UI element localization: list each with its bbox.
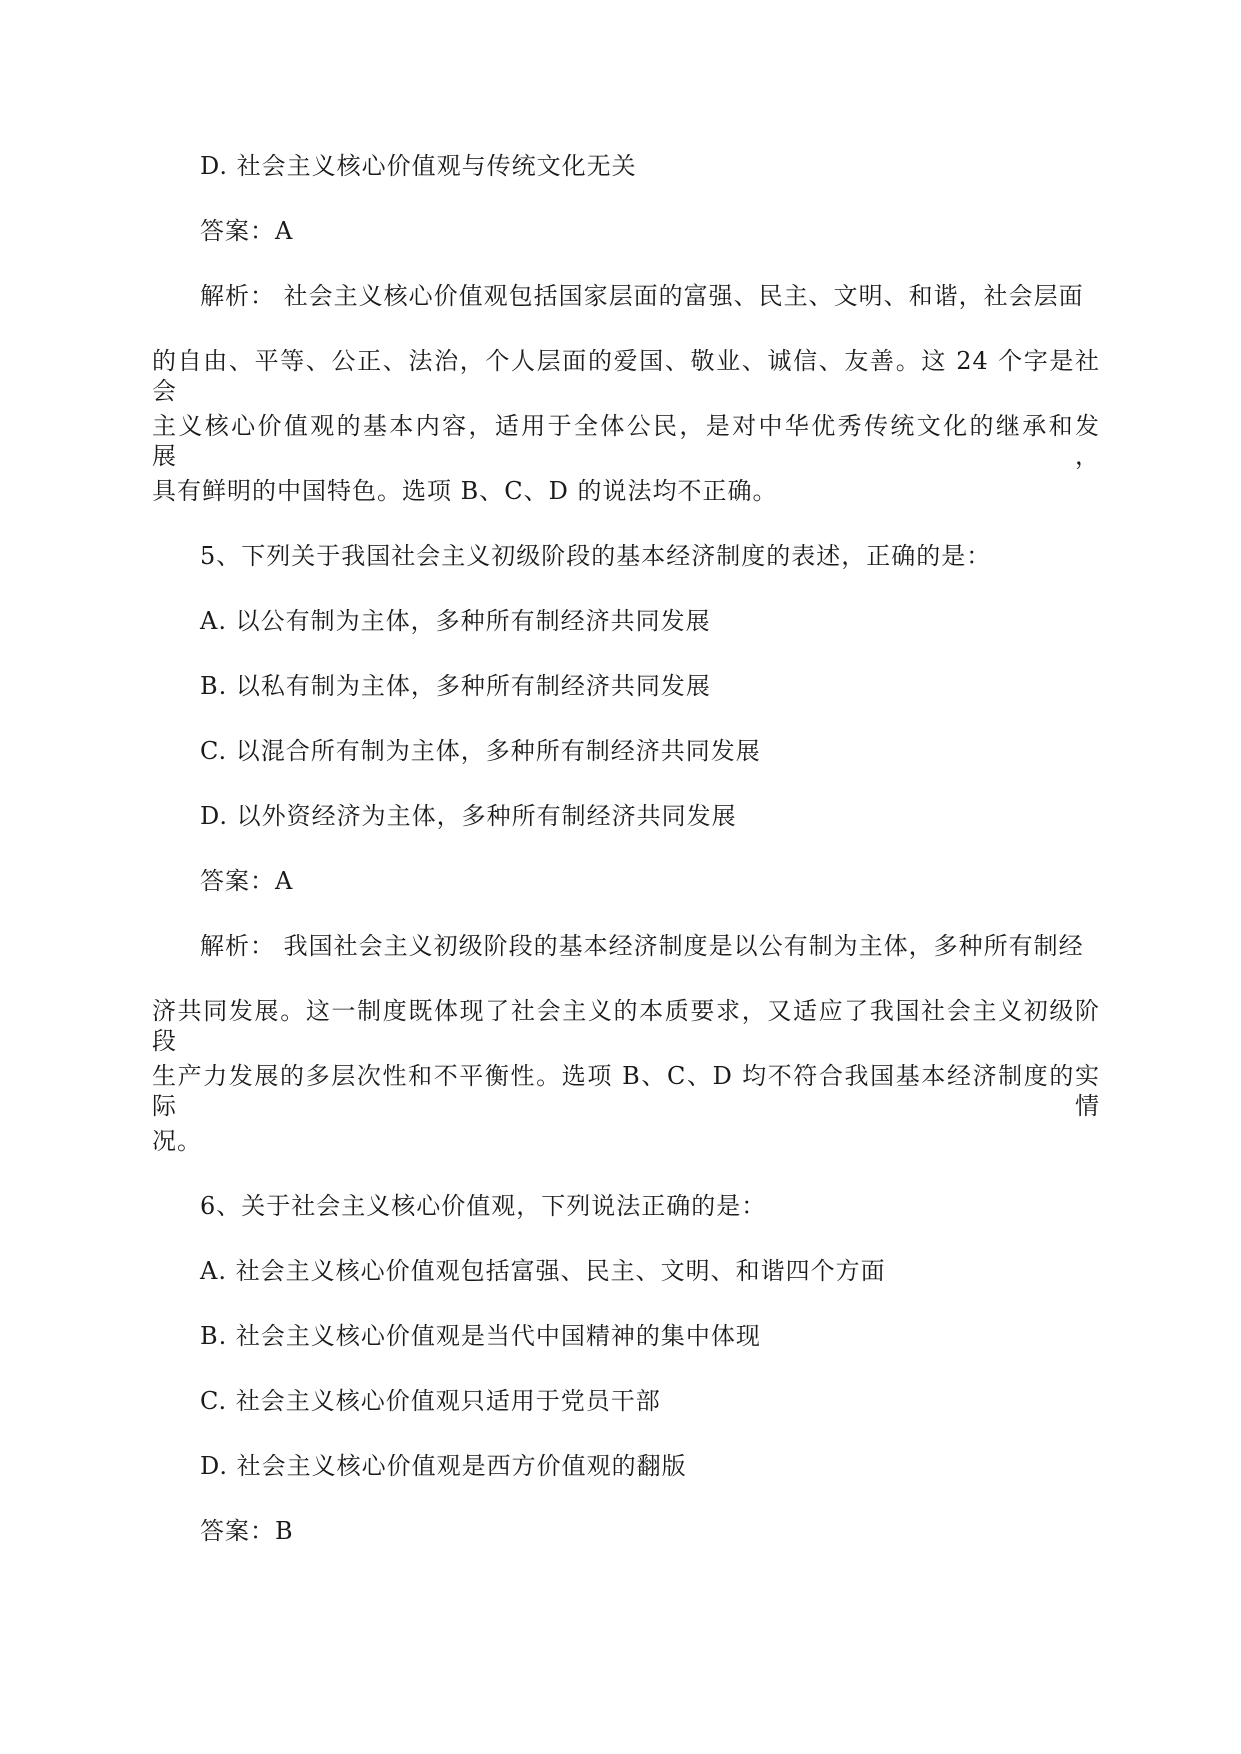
q5-analysis-line-3: 生产力发展的多层次性和不平衡性。选项 B、C、D 均不符合我国基本经济制度的实际情 [152,1062,1100,1120]
q4-answer: 答案：A [200,217,294,245]
q5-answer: 答案：A [200,867,294,895]
q5-option-c: C. 以混合所有制为主体，多种所有制经济共同发展 [200,737,761,765]
q6-option-a: A. 社会主义核心价值观包括富强、民主、文明、和谐四个方面 [200,1257,886,1285]
q5-question: 5、下列关于我国社会主义初级阶段的基本经济制度的表述，正确的是： [200,542,992,570]
q4-analysis-line-1: 解析： 社会主义核心价值观包括国家层面的富强、民主、文明、和谐，社会层面 [200,282,1084,310]
q5-analysis-line-4: 况。 [152,1127,202,1155]
q6-answer: 答案：B [200,1517,294,1545]
q5-option-a: A. 以公有制为主体，多种所有制经济共同发展 [200,607,711,635]
q5-option-d: D. 以外资经济为主体，多种所有制经济共同发展 [200,802,737,830]
q5-analysis-line-2: 济共同发展。这一制度既体现了社会主义的本质要求，又适应了我国社会主义初级阶段 [152,997,1100,1055]
q4-analysis-line-4: 具有鲜明的中国特色。选项 B、C、D 的说法均不正确。 [152,477,778,505]
q5-option-b: B. 以私有制为主体，多种所有制经济共同发展 [200,672,711,700]
q4-option-d: D. 社会主义核心价值观与传统文化无关 [200,152,637,180]
q6-question: 6、关于社会主义核心价值观，下列说法正确的是： [200,1192,767,1220]
q5-analysis-line-1: 解析： 我国社会主义初级阶段的基本经济制度是以公有制为主体，多种所有制经 [200,932,1084,960]
q4-analysis-line-3: 主义核心价值观的基本内容，适用于全体公民，是对中华优秀传统文化的继承和发展， [152,412,1100,470]
q6-option-b: B. 社会主义核心价值观是当代中国精神的集中体现 [200,1322,761,1350]
q6-option-d: D. 社会主义核心价值观是西方价值观的翻版 [200,1452,687,1480]
q4-analysis-line-2: 的自由、平等、公正、法治，个人层面的爱国、敬业、诚信、友善。这 24 个字是社会 [152,347,1100,405]
q6-option-c: C. 社会主义核心价值观只适用于党员干部 [200,1387,661,1415]
